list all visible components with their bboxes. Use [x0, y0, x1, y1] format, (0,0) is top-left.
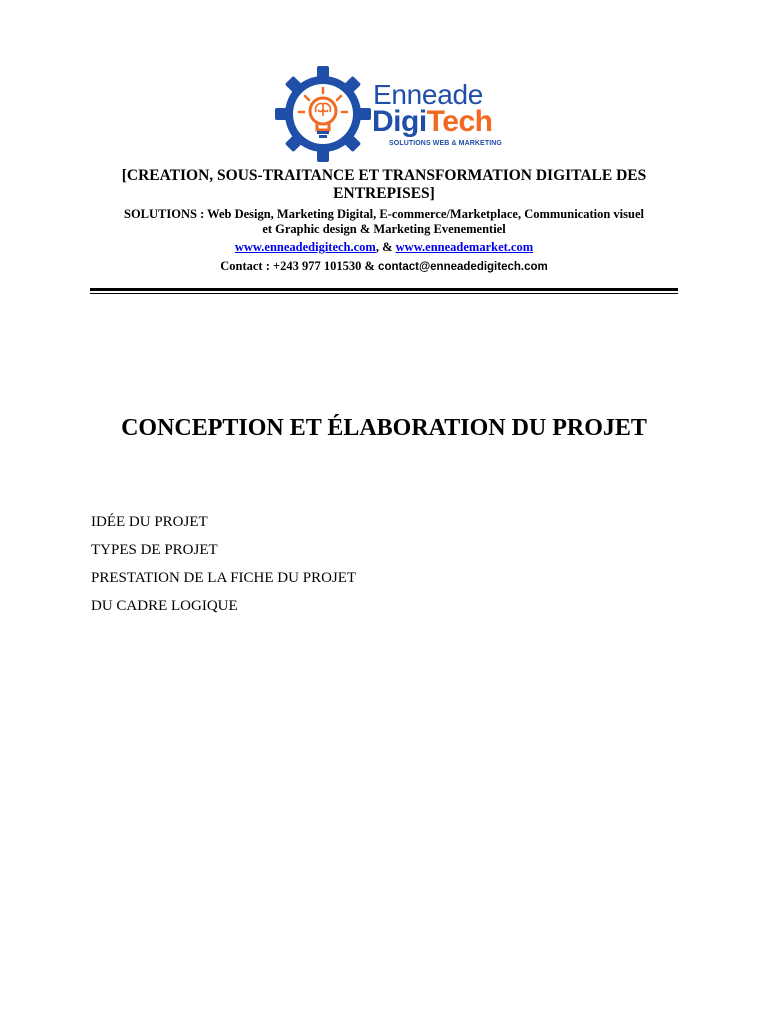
brand-name-line1: Enneade — [373, 79, 484, 110]
header-links-line — [0, 240, 768, 255]
brand-tagline: SOLUTIONS WEB & MARKETING — [389, 140, 502, 147]
list-item: TYPES DE PROJET — [91, 542, 218, 558]
link-separator: , & — [375, 240, 396, 254]
contact-phone: Contact : +243 977 101530 & — [220, 259, 379, 273]
header-solutions-line: SOLUTIONS : Web Design, Marketing Digital, E-commerce/Marketplace, Communication visuel — [124, 207, 644, 221]
header-solutions-line-2: et Graphic design & Marketing Evenementiel — [262, 222, 506, 236]
website-link-market[interactable]: www.enneademarket.com — [395, 240, 534, 254]
header-contact-line — [0, 259, 768, 275]
list-item: PRESTATION DE LA FICHE DU PROJET — [91, 570, 357, 586]
list-item: DU CADRE LOGIQUE — [91, 598, 238, 614]
brand-name-line2 — [372, 106, 492, 138]
document-title: CONCEPTION ET ÉLABORATION DU PROJET — [121, 415, 647, 441]
brand-name-digi: Digi — [372, 105, 427, 138]
header-divider-thick — [90, 288, 678, 291]
header-line-1: [CREATION, SOUS-TRAITANCE ET TRANSFORMATION DIGITALE DES — [121, 167, 647, 184]
brand-name-tech: Tech — [426, 105, 493, 138]
header-divider-thin — [90, 293, 678, 294]
header-line-2: ENTREPISES] — [333, 185, 435, 202]
document-topic-list — [91, 508, 356, 620]
website-link-digitech[interactable]: www.enneadedigitech.com — [234, 240, 376, 254]
list-item: IDÉE DU PROJET — [91, 514, 208, 530]
contact-email: contact@enneadedigitech.com — [378, 261, 548, 273]
